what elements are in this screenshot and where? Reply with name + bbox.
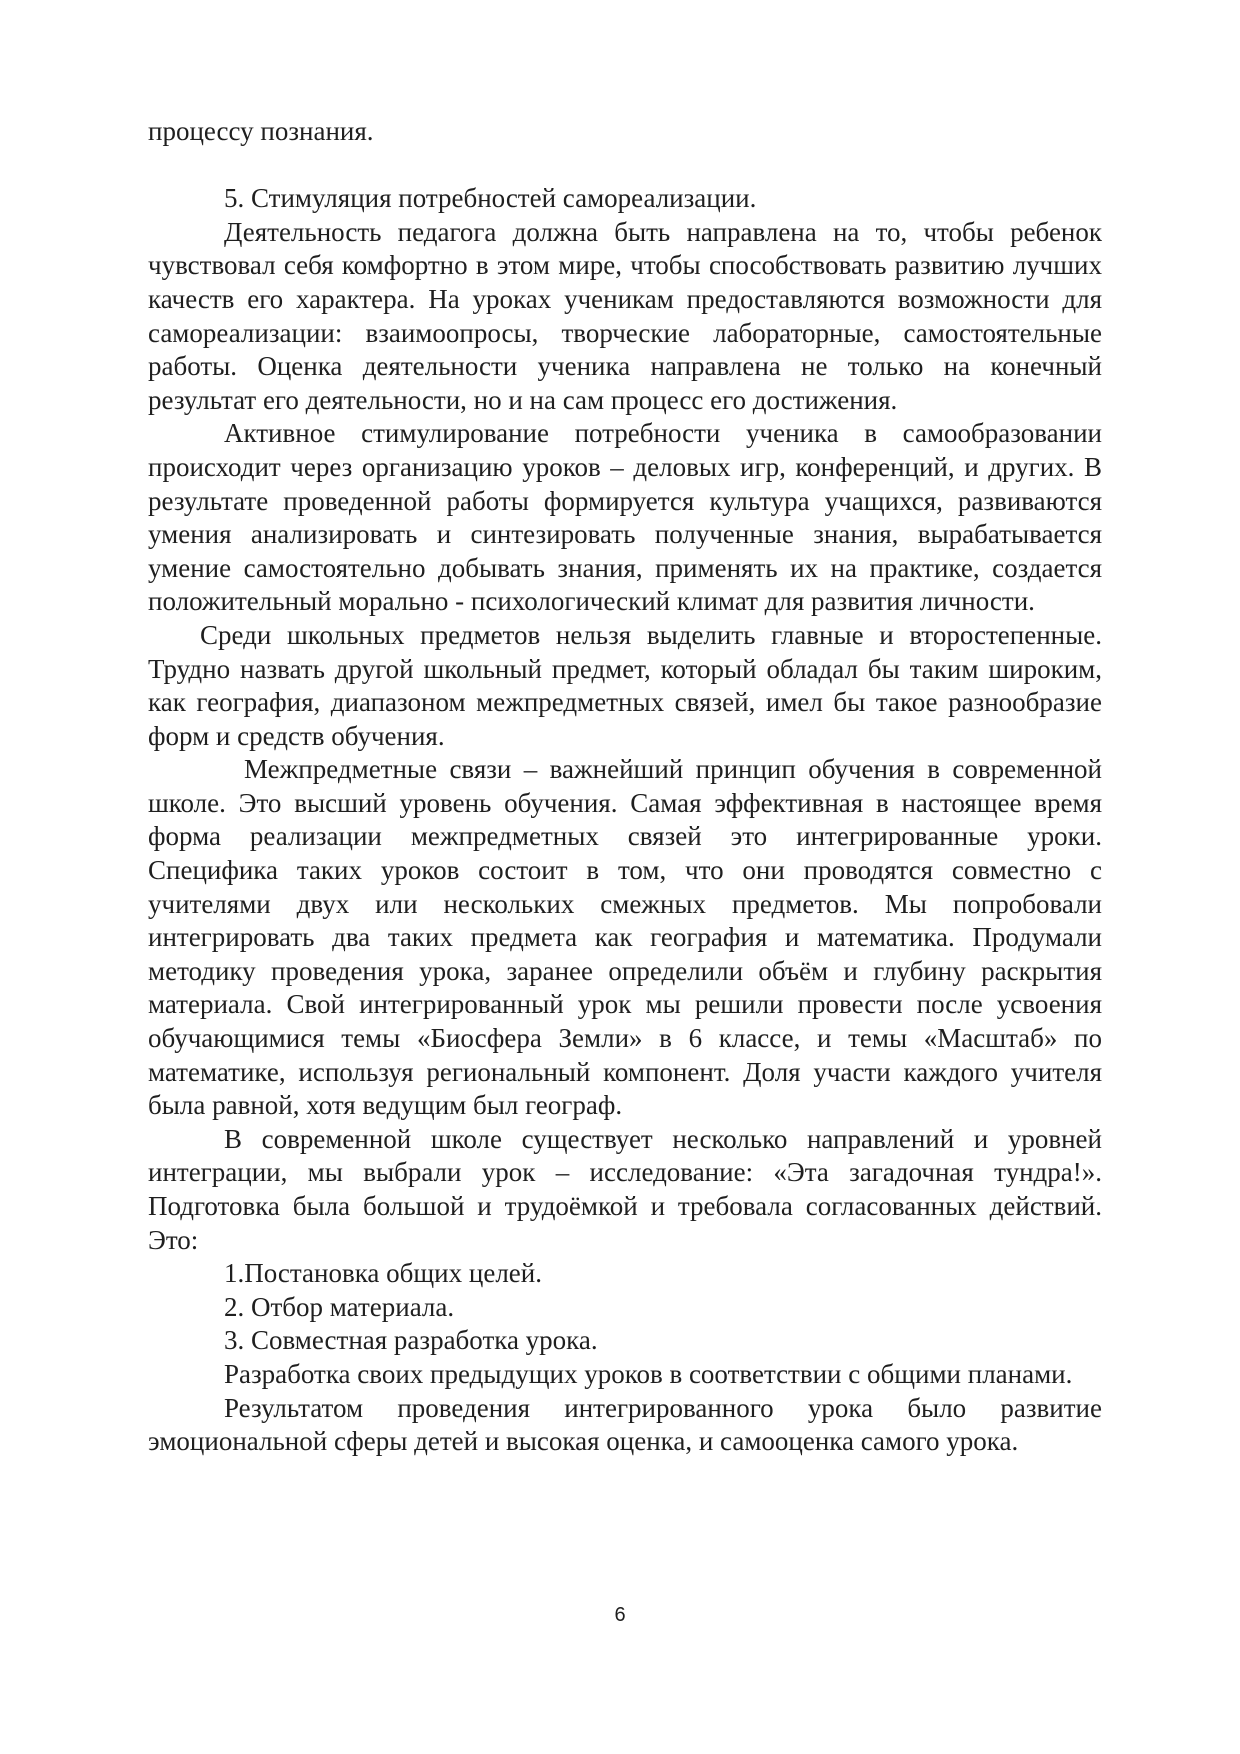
paragraph-result: Результатом проведения интегрированного урока было развитие эмоциональной сферы детей и высокая оценка, и самооценка самого урока.	[148, 1392, 1102, 1457]
paragraph-active-stimulation: Активное стимулирование потребности ученика в самообразовании происходит через организацию уроков – деловых игр, конференций, и других. В результате проведенной работы формируется культура учащихся, развиваются умения анализировать и синтезировать полученные знания, вырабатывается умение самостоятельно добывать знания, применять их на практике, создается положительный морально - психологический климат для развития личности.	[148, 418, 1102, 617]
page-number: 6	[614, 1604, 626, 1626]
list-item-3: 3. Совместная разработка урока.	[224, 1325, 598, 1356]
list-item-2: 2. Отбор материала.	[224, 1291, 455, 1322]
numbered-heading-5: 5. Стимуляция потребностей самореализации.	[224, 183, 757, 214]
paragraph-teacher-activity: Деятельность педагога должна быть направлена на то, чтобы ребенок чувствовал себя комфортно в этом мире, чтобы способствовать развитию лучших качеств его характера. На уроках ученикам предоставляются возможности для самореализации: взаимоопросы, творческие лабораторные, самостоятельные работы. Оценка деятельности ученика направлена не только на конечный результат его деятельности, но и на сам процесс его достижения.	[148, 216, 1102, 415]
paragraph-lesson-development: Разработка своих предыдущих уроков в соответствии с общими планами.	[224, 1358, 1073, 1389]
document-body	[148, 115, 1102, 1459]
paragraph-interdisciplinary-links: Межпредметные связи – важнейший принцип обучения в современной школе. Это высший уровень обучения. Самая эффективная в настоящее время форма реализации межпредметных связей это интегрированные уроки. Специфика таких уроков состоит в том, что они проводятся совместно с учителями двух или нескольких смежных предметов. Мы попробовали интегрировать два таких предмета как география и математика. Продумали методику проведения урока, заранее определили объём и глубину раскрытия материала. Свой интегрированный урок мы решили провести после усвоения обучающимися темы «Биосфера Земли» в 6 классе, и темы «Масштаб» по математике, используя региональный компонент. Доля участи каждого учителя была равной, хотя ведущим был географ.	[148, 754, 1102, 1121]
paragraph-school-subjects: Среди школьных предметов нельзя выделить главные и второстепенные. Трудно назвать другой школьный предмет, который обладал бы таким широким, как география, диапазоном межпредметных связей, имел бы такое разнообразие форм и средств обучения.	[148, 619, 1102, 751]
blank-line	[148, 149, 1102, 183]
paragraph-continuation: процессу познания.	[148, 116, 374, 146]
list-item-1: 1.Постановка общих целей.	[224, 1258, 542, 1289]
paragraph-integration-levels: В современной школе существует несколько направлений и уровней интеграции, мы выбрали урок – исследование: «Эта загадочная тундра!». Подготовка была большой и трудоёмкой и требовала согласованных действий. Это:	[148, 1123, 1102, 1255]
